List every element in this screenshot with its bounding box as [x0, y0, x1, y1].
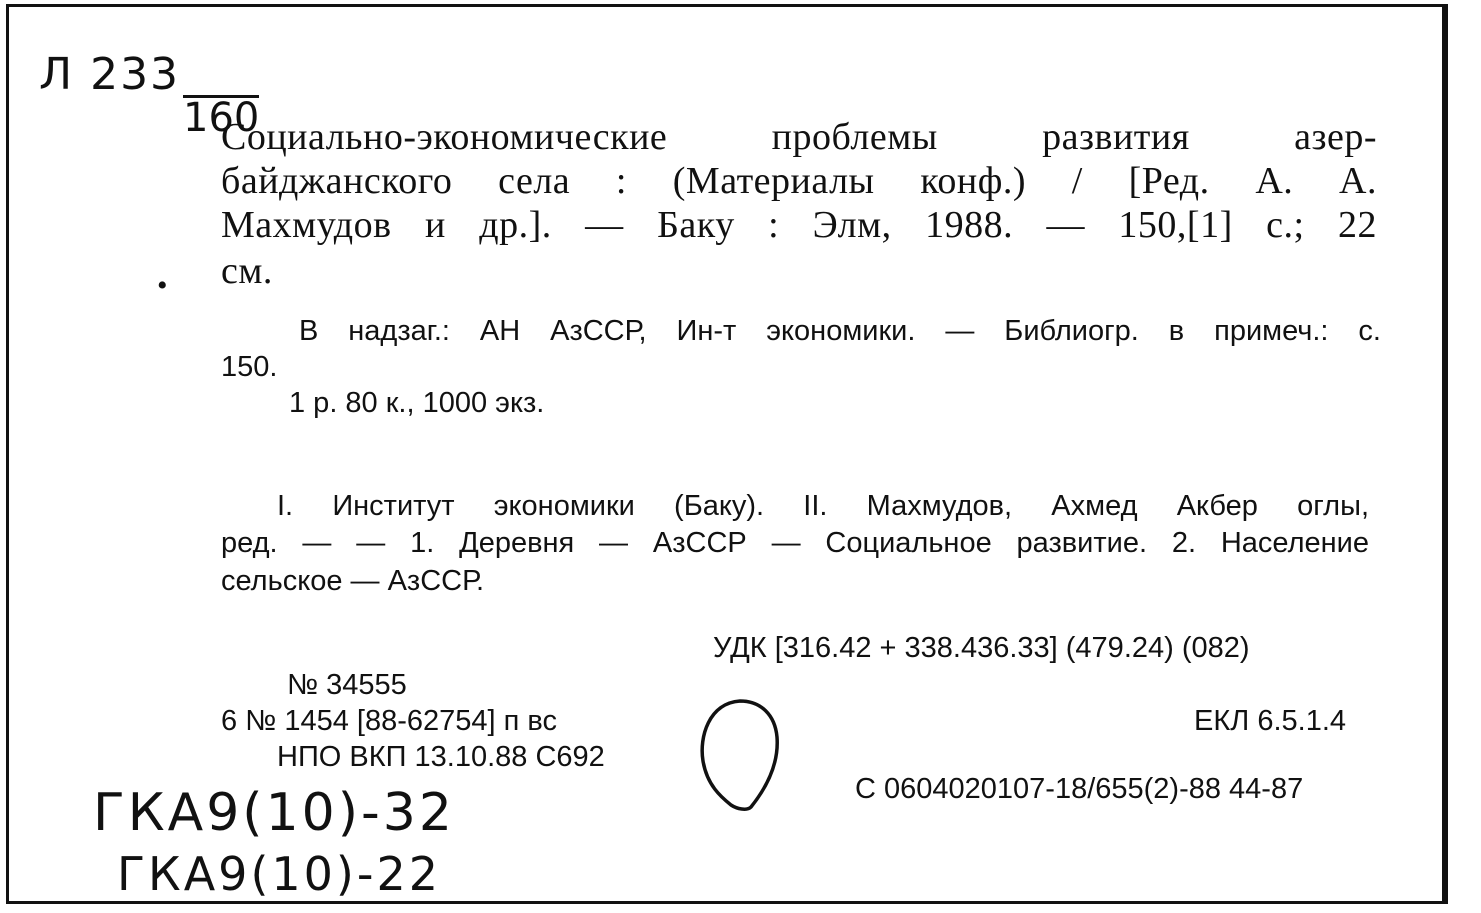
record-number: № 34555 — [287, 669, 407, 701]
handwritten-code-1: ГКА9(10)-32 — [93, 783, 455, 843]
handwritten-code-2: ГКА9(10)-22 — [117, 847, 442, 901]
price-line: 1 р. 80 к., 1000 экз. — [289, 387, 545, 419]
udc-code: УДК [316.42 + 338.436.33] (479.24) (082) — [713, 632, 1250, 664]
subjects-line-3: сельское — АзССР. — [221, 565, 485, 597]
title-line-3: Махмудов и др.]. — Баку : Элм, 1988. — 150,[1] с.; 22 — [221, 204, 1377, 246]
bullet-mark: • — [157, 269, 168, 302]
note-line-1: В надзаг.: АН АзССР, Ин-т экономики. — Библиогр. в примеч.: с. — [299, 315, 1381, 347]
title-line-1: Социально-экономические проблемы развития азер- — [221, 116, 1377, 158]
call-number-main: Л 233 — [39, 49, 181, 100]
title-line-2: байджанского села : (Материалы конф.) / [Ред. А. А. — [221, 160, 1377, 202]
title-line-4: см. — [221, 250, 273, 292]
index-code: С 0604020107-18/655(2)-88 44-87 — [855, 773, 1304, 805]
call-number-fraction: 160 — [183, 95, 260, 141]
oval-stamp-icon — [697, 697, 783, 815]
subjects-line-1: I. Институт экономики (Баку). II. Махмудов, Ахмед Акбер оглы, — [277, 490, 1369, 522]
subjects-line-2: ред. — — 1. Деревня — АзССР — Социальное развитие. 2. Население — [221, 527, 1369, 559]
note-line-2: 150. — [221, 351, 278, 383]
catalog-card — [6, 4, 1448, 904]
ekl-code: ЕКЛ 6.5.1.4 — [1194, 705, 1347, 737]
order-line: 6 № 1454 [88-62754] п вс — [221, 705, 557, 737]
publisher-line: НПО ВКП 13.10.88 С692 — [277, 741, 605, 773]
